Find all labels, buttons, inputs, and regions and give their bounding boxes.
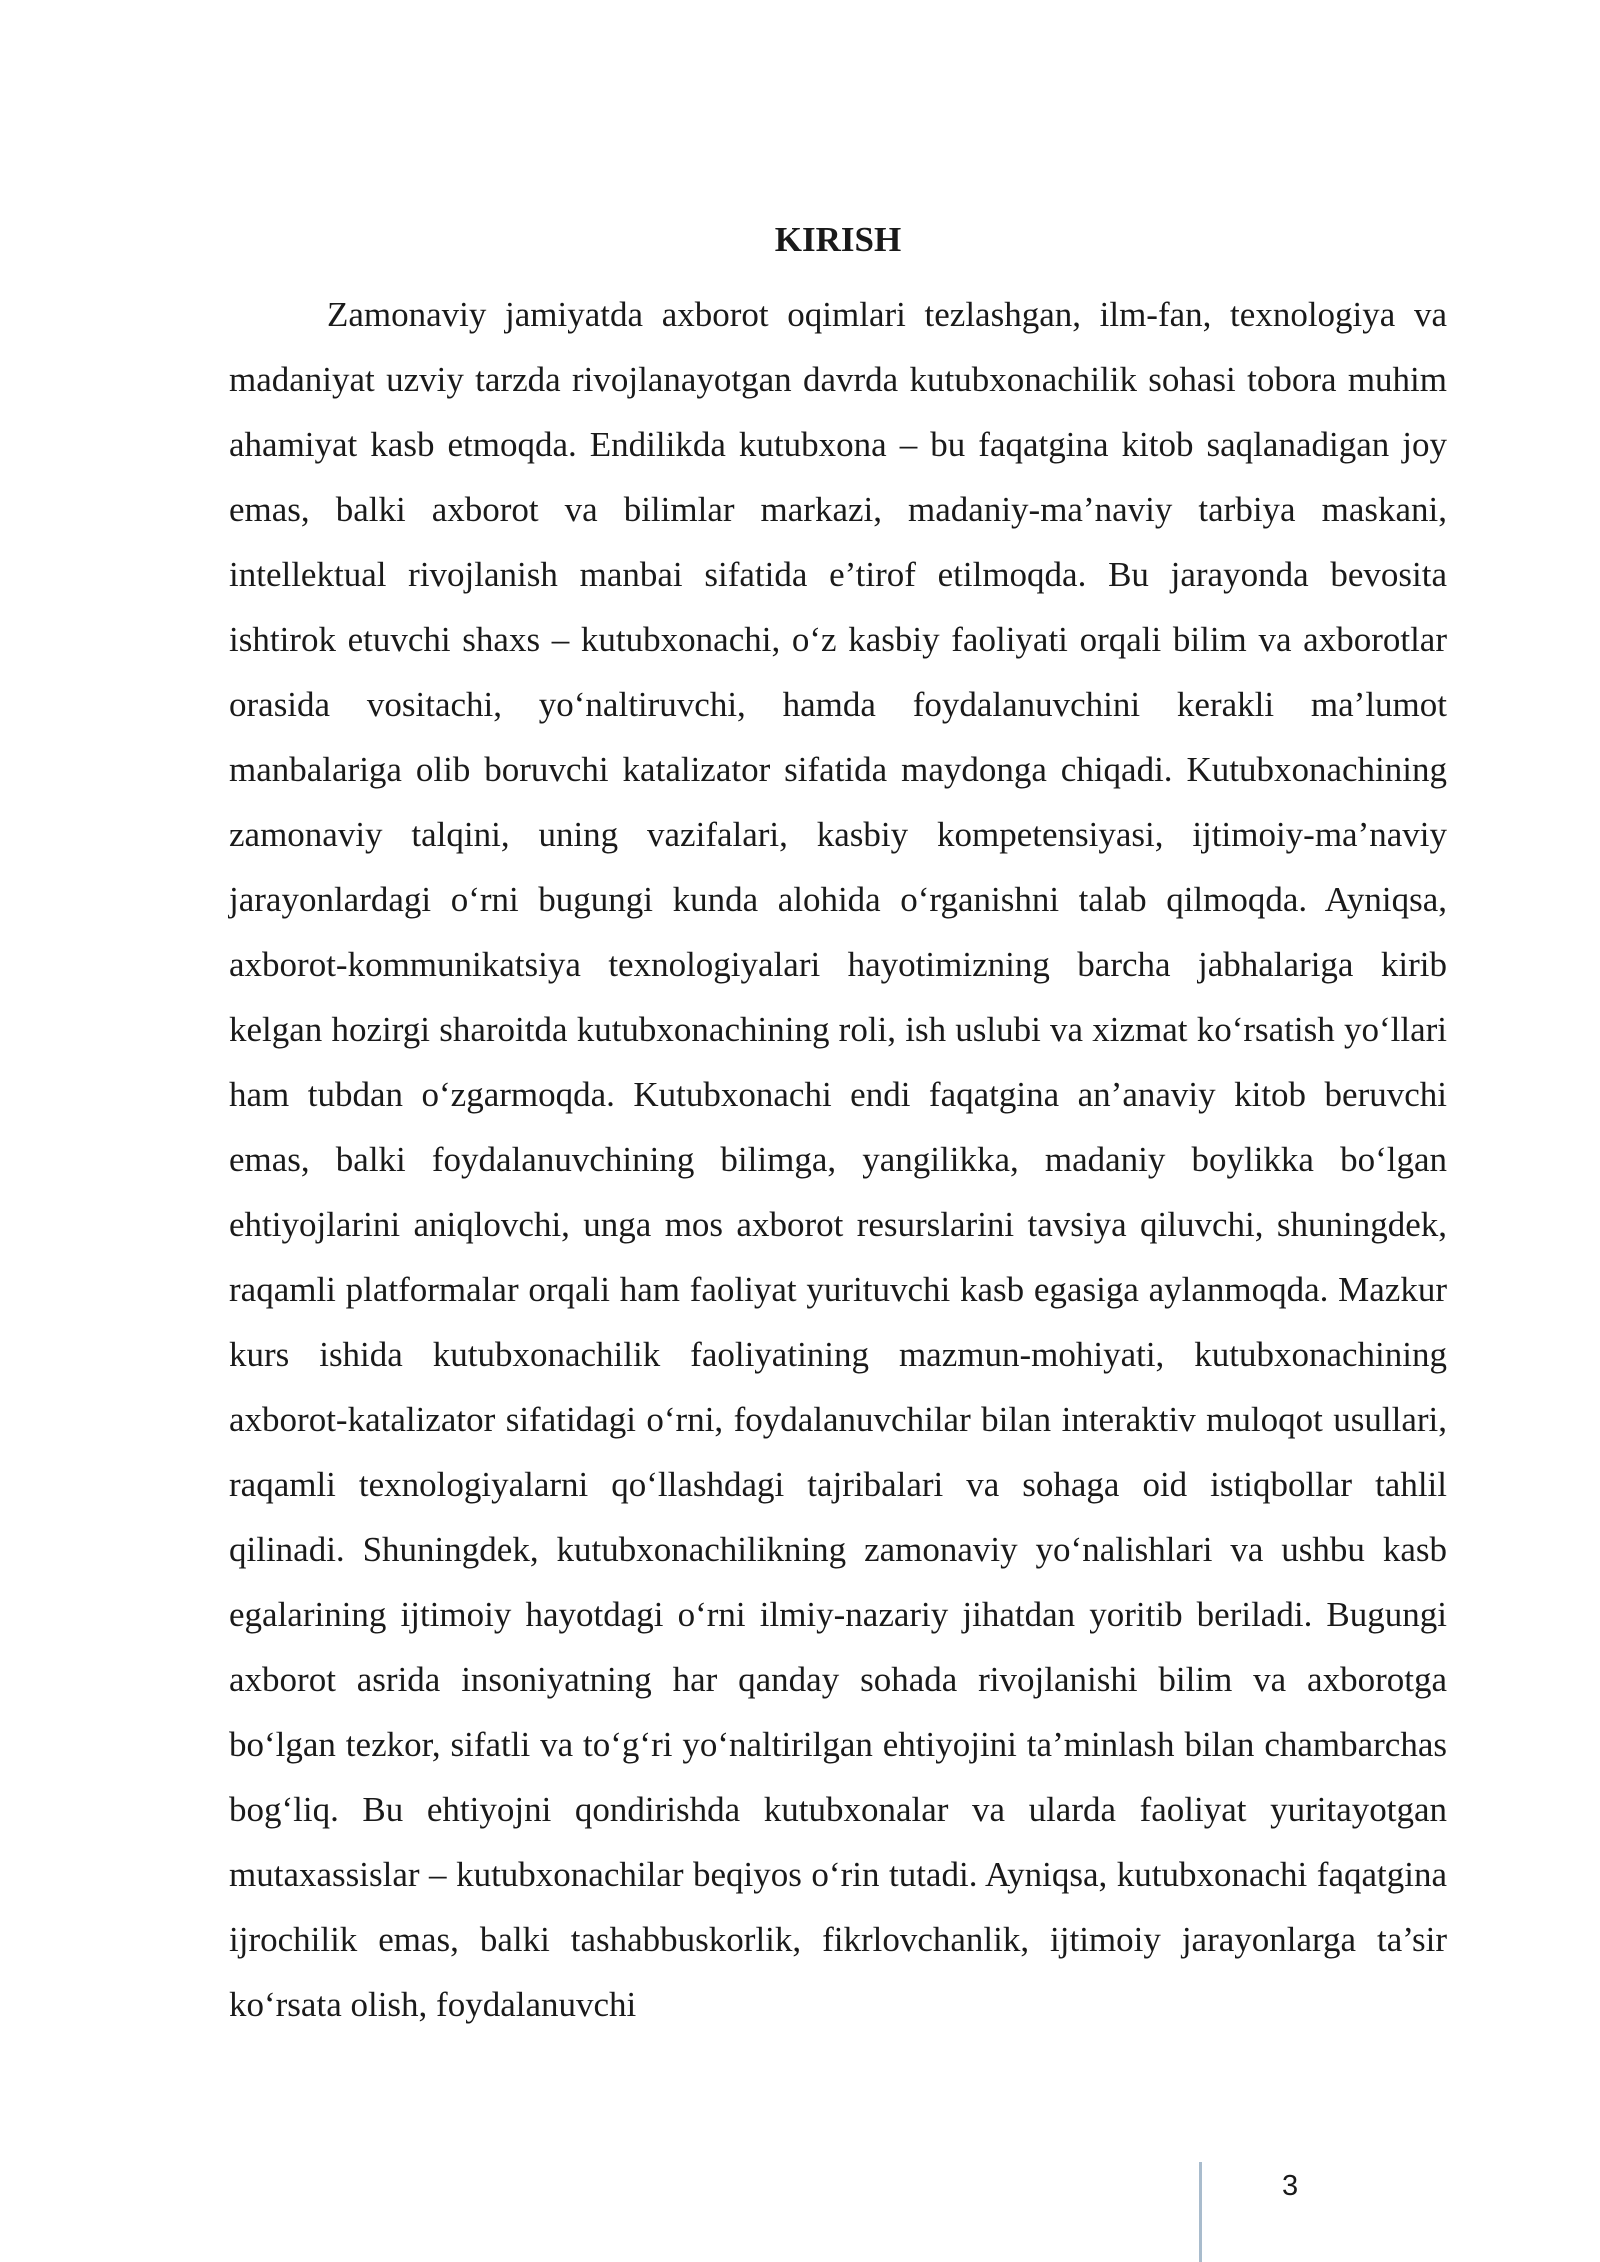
section-heading: KIRISH [774, 220, 902, 259]
footer-divider [1199, 2162, 1202, 2262]
body-paragraph: Zamonaviy jamiyatda axborot oqimlari tezlashgan, ilm-fan, texnologiya va madaniyat uzviy tarzda rivojlanayotgan davrda kutubxonachilik sohasi tobora muhim ahamiyat kasb etmoqda. Endilikda kutubxona – bu faqatgina kitob saqlanadigan joy emas, balki axborot va bilimlar markazi, madaniy-ma’naviy tarbiya maskani, intellektual rivojlanish manbai sifatida e’tirof etilmoqda. Bu jarayonda bevosita ishtirok etuvchi shaxs – kutubxonachi, oʻz kasbiy faoliyati orqali bilim va axborotlar orasida vositachi, yoʻnaltiruvchi, hamda foydalanuvchini kerakli ma’lumot manbalariga olib boruvchi katalizator sifatida maydonga chiqadi. Kutubxonachining zamonaviy talqini, uning vazifalari, kasbiy kompetensiyasi, ijtimoiy-ma’naviy jarayonlardagi oʻrni bugungi kunda alohida oʻrganishni talab qilmoqda. Ayniqsa, axborot-kommunikatsiya texnologiyalari hayotimizning barcha jabhalariga kirib kelgan hozirgi sharoitda kutubxonachining roli, ish uslubi va xizmat koʻrsatish yoʻllari ham tubdan oʻzgarmoqda. Kutubxonachi endi faqatgina an’anaviy kitob beruvchi emas, balki foydalanuvchining bilimga, yangilikka, madaniy boylikka boʻlgan ehtiyojlarini aniqlovchi, unga mos axborot resurslarini tavsiya qiluvchi, shuningdek, raqamli platformalar orqali ham faoliyat yurituvchi kasb egasiga aylanmoqda. Mazkur kurs ishida kutubxonachilik faoliyatining mazmun-mohiyati, kutubxonachining axborot-katalizator sifatidagi oʻrni, foydalanuvchilar bilan interaktiv muloqot usullari, raqamli texnologiyalarni qoʻllashdagi tajribalari va sohaga oid istiqbollar tahlil qilinadi. Shuningdek, kutubxonachilikning zamonaviy yoʻnalishlari va ushbu kasb egalarining ijtimoiy hayotdagi oʻrni ilmiy-nazariy jihatdan yoritib beriladi. Bugungi axborot asrida insoniyatning har qanday sohada rivojlanishi bilim va axborotga boʻlgan tezkor, sifatli va toʻgʻri yoʻnaltirilgan ehtiyojini ta’minlash bilan chambarchas bogʻliq. Bu ehtiyojni qondirishda kutubxonalar va ularda faoliyat yuritayotgan mutaxassislar – kutubxonachilar beqiyos oʻrin tutadi. Ayniqsa, kutubxonachi faqatgina ijrochilik emas, balki tashabbuskorlik, fikrlovchanlik, ijtimoiy jarayonlarga ta’sir koʻrsata olish, foydalanuvchi [229, 295, 1447, 2024]
page-number: 3 [1282, 2170, 1299, 2202]
